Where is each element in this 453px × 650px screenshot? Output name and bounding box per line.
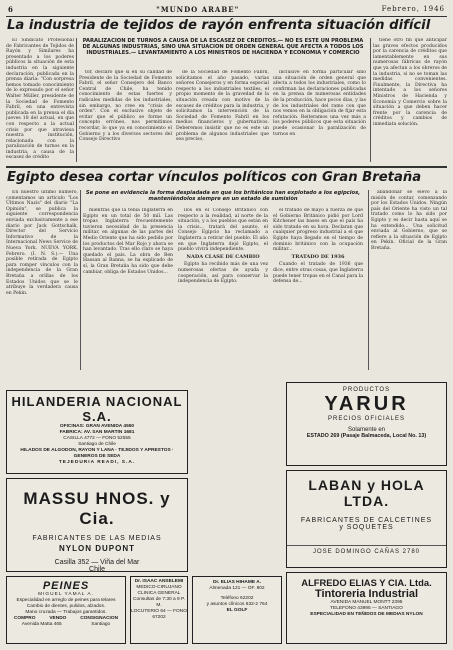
story1-col1-text: El Sindicato Profesional de Fabricantes de Tejidos de Rayón y Similares ha presentado a los poderes públicos la situación de esta industria en la siguiente declaración, publicada en la prensa diaria: "Con sorpresa hemos tomado conocimiento de lo expresado por el señor Walter Müller, presidente de la Sociedad de Fomento Fabril, en una entrevista publicada en la prensa el día jueves 18 del actual, en que con respecto a la actual crisis por que atraviesa nuestra institución, relacionada con la paralización de turnos en la industria, a causa de la escasez de crédito (6, 38, 74, 161)
column-divider (80, 190, 81, 370)
ad-hilanderia-nacional (6, 390, 188, 474)
peines-buy: COMPRO (13, 616, 36, 621)
ad-yarur (286, 382, 447, 466)
laban-line2: y SOQUETES (339, 524, 394, 531)
header-rule (6, 16, 447, 17)
peines-trade: CONSIGNACION (80, 616, 119, 621)
paper-title: "MUNDO ARABE" (156, 5, 240, 14)
story2-column-4 (273, 208, 363, 370)
yarur-label: PRODUCTOS (342, 387, 391, 393)
story1-column-6 (373, 38, 447, 162)
story1-column-5 (273, 70, 366, 162)
peines-city: Santiago (91, 622, 111, 627)
story2-col2-text: mientras que la tenía Inglaterra en Egipto en un total de 50 mil. Las tropas Inglaterra frecuentemente tuvieron necesidad de la presencia militar, en algunas de las partes del Medio Oriente que ha sido pedido por los productos del Mar Rojo y ahora se han levantado. Tras ello claro se haya quedado el país. La obra de Ben Hassan al Banna, se ha explicado de sí, la Gran Bretaña ha sido que debe cambiar, obliga de Estados Unidos... (83, 208, 173, 275)
story2-section-title-1: NADA CLASE DE CAMBIO (186, 253, 260, 260)
story2-subhead: Se pone en evidencia la forma despiadada en que los británicos han explotado a los egipcios, manteniéndolos siempre en un estado de sumisión (85, 190, 361, 203)
story2-column-3 (178, 208, 268, 370)
isaac-addr: CLINICA GENERAL (137, 591, 181, 596)
peines-sell: VENDO (49, 616, 67, 621)
column-divider (76, 38, 77, 162)
story1-column-3 (79, 70, 172, 162)
column-divider (370, 38, 371, 162)
alfredo-phone: TELEFONO 43995 — SANTIAGO (330, 606, 403, 611)
laban-line1: FABRICANTES DE CALCETINES (300, 517, 433, 524)
peines-line3: Mano cruzada — Trabajos garantidos. (25, 610, 107, 615)
yarur-name: YARUR (324, 393, 409, 415)
elias-doctor-name: Dr. ELIAS HIHAME A. (212, 580, 262, 585)
yarur-sub2: Solamente en (347, 427, 386, 433)
hilanderia-name: HILANDERIA NACIONAL S.A. (11, 394, 183, 424)
yarur-address: ESTADO 269 (Pasaje Balmaceda, Local No. 13) (306, 433, 427, 439)
isaac-spec: MEDICO-CIRUJANO (136, 585, 182, 590)
ad-dr-elias (192, 576, 282, 644)
ad-laban-hola (286, 470, 447, 568)
story1-column-1 (6, 38, 74, 162)
story1-col5-text: inclusive en forma particular sino una situación de orden general que afecta a todos los industriales, como lo confirman las declaraciones publicadas en la prensa de numerosas entidades de la producción, hace pocos días, y las de los industriales del ramo con que nos vemos en la obligación de fijar esta refutación. Reiteramos una vez más a los poderes públicos que esta situación puede ocasionar la paralización de turnos en (273, 70, 366, 137)
isaac-name: Dr. ISAAC ANSELEMI (134, 579, 184, 584)
peines-owner: MIGUEL YAMAL A. (38, 592, 94, 597)
ad-massu-hnos (6, 478, 188, 572)
peines-address: Avenida Matta 465 (21, 622, 62, 627)
column-divider (368, 190, 369, 370)
peines-location (7, 622, 125, 628)
ad-dr-isaac (130, 576, 188, 644)
hilanderia-agent: TEJEDURIA READI, S.A. (58, 460, 136, 465)
hilanderia-factory: FABRICA: AV. SAN MARTIN 1681 (59, 430, 135, 435)
elias-doctor-sign: EL GOLF (226, 608, 248, 613)
story2-section-title-2: TRATADO DE 1936 (291, 253, 345, 260)
story2-column-2 (83, 208, 173, 370)
massu-address: Casilla 352 — Viña del Mar (54, 559, 140, 566)
story2-column-5 (371, 190, 447, 370)
story1-col6-text: tiene otro fin que anticipar las graves efectos producidos por la carencia de créditos que lamentablemente en sus numerosas fábricas de rayón que ya afectan a los obreros de la industria, si no se toman las medidas convenientes. Finalmente, la Directiva ha intentado a los señores Ministros de Hacienda y Economía y Comercio sobre la situación a que deben hacer frente por la carencia de créditos y cambios de inmediata solución. (373, 38, 447, 127)
story2-col4b-text: Cuando el tratado de 1936 que dice, entre otras cosas, que Inglaterra puede tener tropas en el Canal para la defensa de... (273, 262, 363, 285)
story2-col1-text: En nuestro último número, comentamos un artículo "Los Últimos Nazis" del diario "La Opinión", se publica la siguiente correspondencia enviada exclusivamente a ese diario por Jack Gottschalk, Director del Servicio Informativo de la Internacional News Service de Nueva York. NUEVA YORK, Febrero. (I. N. S.).— Una posible retirada de Egipto para romper vínculos con la independencia de la Gran Bretaña a orillas de los Estados Unidos que se le atribuye la verdadera causa en Pekín. (6, 190, 78, 296)
laban-owner: JOSE DOMINGO CAÑAS 2780 (287, 545, 446, 555)
yarur-sub: PRECIOS OFICIALES (327, 416, 405, 422)
elias-doctor-addr: Almenada 121 — OF. 802 (209, 586, 265, 591)
story1-column-4 (176, 70, 269, 162)
hilanderia-offices: OFICINAS: GRAN AVENIDA 4550 (59, 424, 135, 429)
massu-line1: FABRICANTES DE LAS MEDIAS (32, 535, 162, 542)
hilanderia-box: CASILLA 4772 — FONO 52555 (63, 436, 131, 441)
story2-col3b-text: Egipto ha recibido más de una vez numerosas ofertas de ayuda y cooperación, así para conservar la independencia de Egipto. (178, 262, 268, 285)
alfredo-name: ALFREDO ELIAS Y CIA. Ltda. (301, 577, 432, 588)
running-header (8, 5, 445, 15)
massu-city: Chile (89, 566, 105, 572)
ad-alfredo-elias (286, 572, 447, 644)
elias-doctor-phone: Teléfono 62202 (220, 596, 254, 601)
page-number: 6 (8, 5, 14, 14)
hilanderia-city: Santiago de Chile (78, 442, 116, 447)
isaac-phone: LOCUTERIO 64 — FONO 67202 (131, 609, 187, 620)
ad-peines (6, 576, 126, 644)
peines-line1: Especialidad en arreglo de peines para telares (16, 598, 116, 603)
isaac-hours: Consultas de 7:30 a 9 P. M. (133, 597, 185, 608)
peines-line2: Cambio de dientes, pulidos, alzados. (26, 604, 106, 609)
hilanderia-products: HILADOS DE ALGODON, RAYON Y LANA · TEJIDOS Y APRESTOS · GENEROS DE SEDA (20, 448, 174, 459)
massu-line2: NYLON DUPONT (59, 544, 135, 553)
peines-name: PEINES (42, 580, 90, 592)
alfredo-sub: Tintoreria Industrial (314, 588, 419, 600)
story2-col3-text: llos en el Consejo Británico con respecto a la realidad, al norte de la situación, y a los pueblos que están en la crisis... tratará del asunto, el Consejo Egipcio ha reclamado a Inglaterra a retirar del pueblo. El año en que Inglaterra dejó Egipto, el pueblo vivirá independiente. (178, 208, 268, 253)
laban-name: LABAN y HOLA LTDA. (308, 477, 425, 509)
story-separator (6, 166, 447, 168)
story1-col3-text: tor, declaró que si en su calidad de Presidente de la Sociedad de Fomento Fabril, el señor Consejero del Banco Central de Chile, ha tenido conocimiento de estas fuertes y radicales medidas de los industriales, sin embargo, no cree en "crisis de orden". Con el exclusivo objeto de evitar que el público se forme un concepto erróneo, nos permitimos recordar, lo que ya en conocimiento el Gobierno y a los diversos sectores del Consejo Directivo (79, 70, 172, 143)
massu-name: MASSU HNOS. y Cia. (23, 489, 171, 528)
story2-col5-text: abandonar se elevó a la misión de contar, comenzando por los Estados Unidos. Ningún país del Oriente ha visto un tal tratado como lo ha sido por Egipto y es decir hasta aquí se ha extendido... Una solicitud enviada al Gobierno, que se refiere a la situación de Egipto en Pekín. Oficial de la Gran Bretaña. (371, 190, 447, 251)
story1-headline: La industria de tejidos de rayón enfrenta situación difícil (7, 18, 431, 33)
story1-subhead: PARALIZACION DE TURNOS A CAUSA DE LA ESCASEZ DE CREDITOS.— NO ES ESTE UN PROBLEMA DE ALGUNAS INDUSTRIAS, SINO UNA SITUACION DE ORDEN GENERAL QUE AFECTA A TODOS LOS INDUSTRIALES.— LEVANTAMIENTO A LOS MINISTROS DE HACIENDA Y ECONOMIA Y COMERCIO (82, 38, 364, 57)
story2-column-1 (6, 190, 78, 370)
story2-headline: Egipto desea cortar vínculos políticos con Gran Bretaña (7, 170, 422, 185)
alfredo-address: AVENIDA MANUEL MONTT 2395 (330, 600, 403, 605)
issue-date: Febrero, 1946 (381, 5, 445, 13)
elias-doctor-extra: y asuntos clínicos 632-2 764 (206, 602, 268, 607)
story1-col4-text: de la Sociedad de Fomento Fabril, solicitamos el año pasado, varias señores Consejeros y en forma especial respecto a los industriales textiles, el propio momento de la gravedad de la situación creada con motivo de la escasez de créditos para la industria, y solicitamos la intervención de la Sociedad de Fomento Fabril en los medios financieros y gubernativos. Deberemos insistir que no es este un problema de algunos industriales que sea preciso, (176, 70, 269, 143)
alfredo-specialty: ESPECIALIDAD EN TEÑIDOS DE MEDIAS NYLON (310, 612, 423, 617)
story2-col4-text: el tratado de mayo a fuerza de que el Gobierno Británico pidió por Lord Kitchener las bases en que el país ha sido tratado en su hora. Declaran que cualquier progreso industrial a el que Egipto haya llegado en el tiempo de dominio británico con la ocupación militar... (273, 208, 363, 253)
